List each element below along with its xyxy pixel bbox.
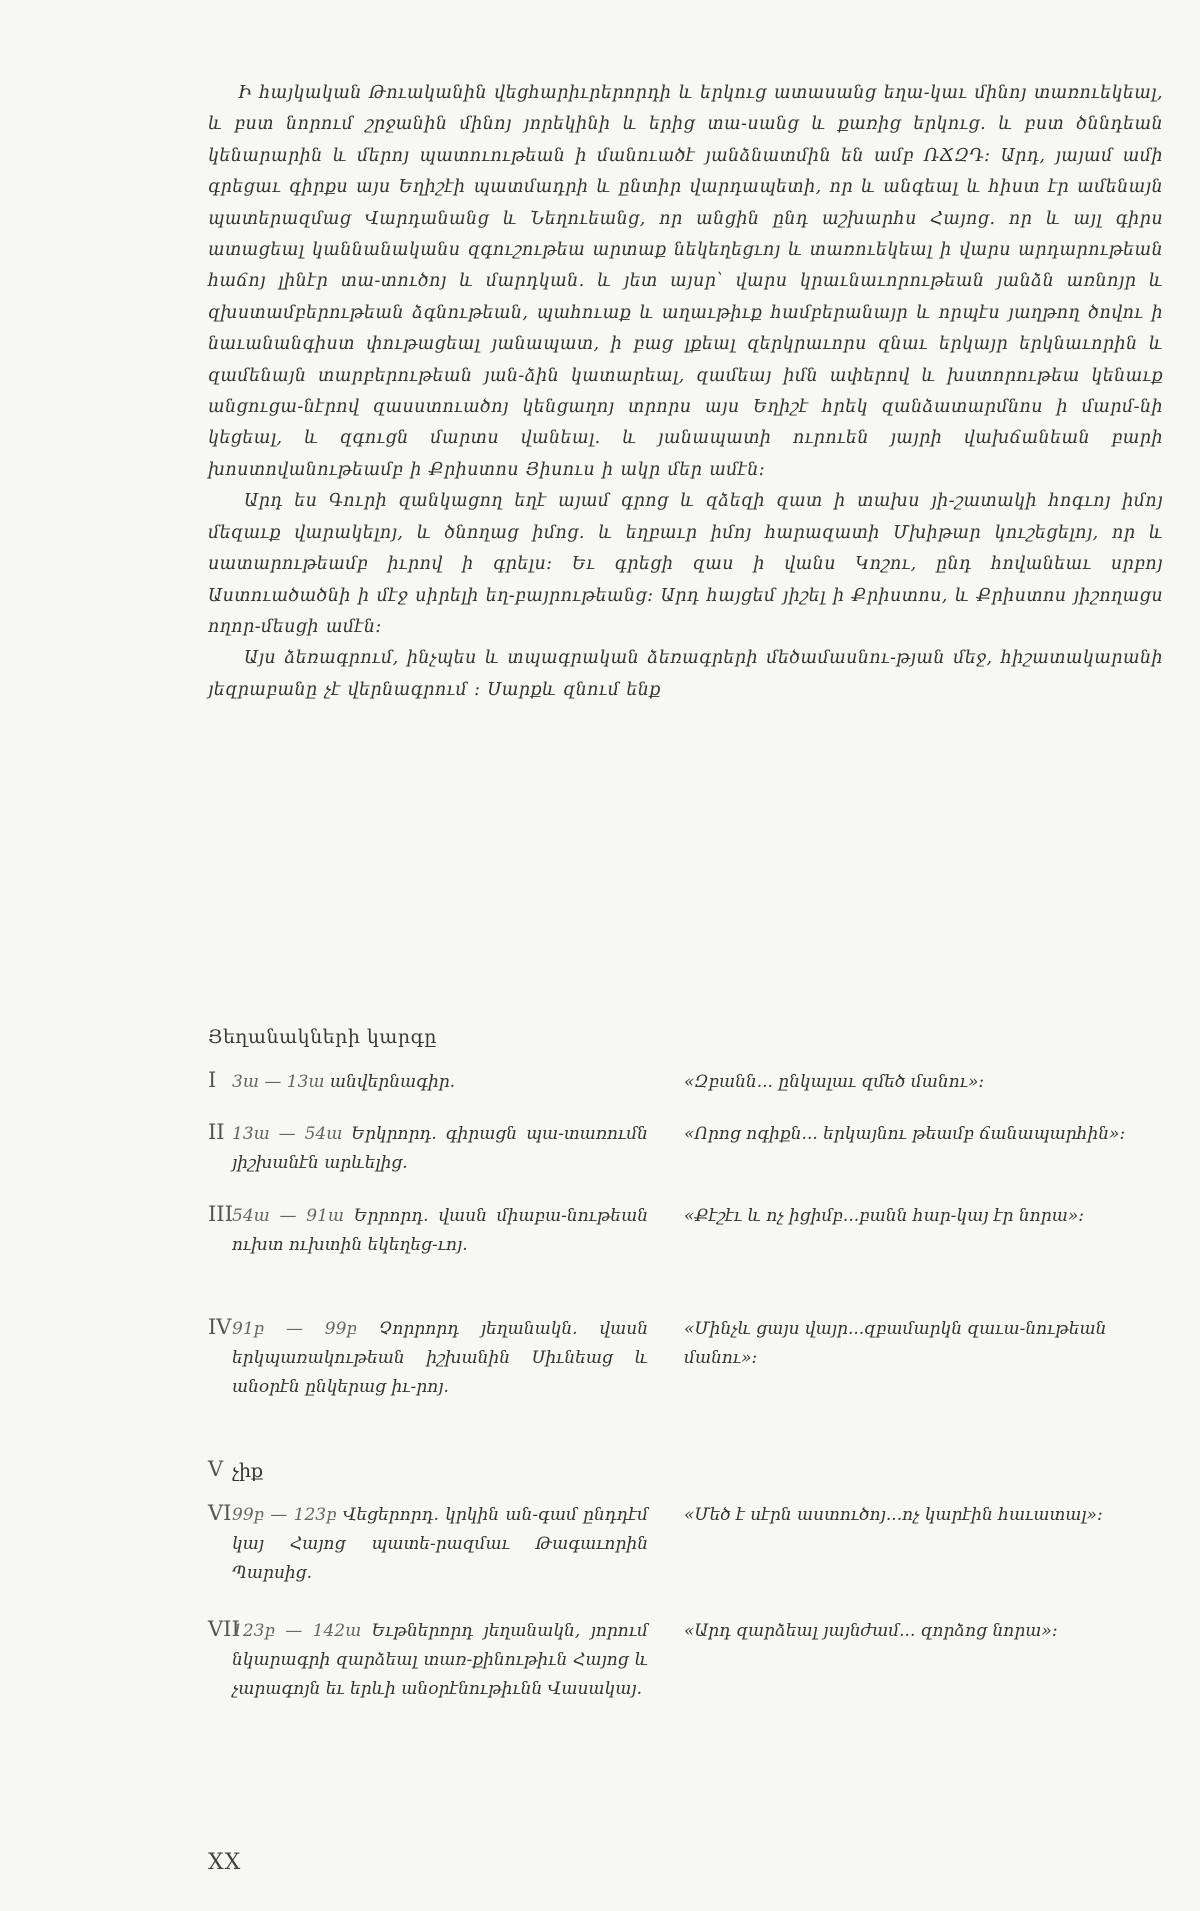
chapter-title: Եւթներորդ յեղանակն, յորում նկարագրի զարձեալ տառ-քինութիւն Հայոց և չարագոյն եւ երևի անօրէնութիւնն Վասակայ.	[232, 1621, 649, 1699]
chapter-title: չիք	[232, 1460, 264, 1482]
chapter-number: V	[208, 1457, 224, 1481]
chapter-number: IV	[208, 1315, 232, 1339]
chapter-title: Չորրորդ յեղանակն. վասն երկպառակութեան իշխանին Սիւնեաց և անօրէն ընկերաց իւ-րոյ.	[232, 1319, 649, 1397]
chapter-title: Երրորդ. վասն միաբա-նութեան ուխտ ուխտին եկեղեց-ւոյ.	[232, 1206, 649, 1255]
chapter-incipit: «Որոց ոգիքն... երկայնու թեամբ ճանապարհին»։	[684, 1124, 1126, 1144]
chapter-row	[208, 1457, 1163, 1501]
chapter-number: VII	[208, 1617, 240, 1641]
chapter-list	[208, 1068, 1163, 1737]
folio-range: 13ա — 54ա	[232, 1124, 343, 1144]
chapter-description	[232, 1457, 648, 1487]
chapter-row	[208, 1315, 1163, 1457]
folio-range: 54ա — 91ա	[232, 1206, 345, 1226]
page-number: XX	[208, 1850, 242, 1875]
folio-range: 99բ — 123բ	[232, 1505, 337, 1525]
intro-text	[208, 78, 1163, 706]
chapter-description	[232, 1120, 648, 1178]
chapter-incipit: «Զբանն... ընկալաւ զմեծ մանու»։	[684, 1072, 985, 1092]
chapter-incipit: «Մինչև ցայս վայր...զբամարկն զաւա-նութեան մանու»։	[684, 1319, 1107, 1368]
chapter-incipit: «Քէշէւ և ոչ իցիմբ...բանն հար-կայ էր նորա»։	[684, 1206, 1084, 1226]
chapter-number: II	[208, 1120, 225, 1144]
chapter-number: I	[208, 1068, 217, 1092]
chapter-incipit: «Մեծ է սէրն աստուծոյ...ոչ կարէին հաւատալ»։	[684, 1505, 1103, 1525]
chapter-description	[232, 1315, 648, 1402]
chapter-description	[232, 1617, 648, 1704]
paragraph: Այս ձեռագրում, ինչպես և տպագրական ձեռագրերի մեծամասնու-թյան մեջ, հիշատակարանի յեզրաբանը չէ վերնագրում ։ Սարքև զնում ենք	[208, 648, 1163, 700]
chapter-description	[232, 1501, 648, 1588]
chapter-description	[232, 1068, 648, 1097]
chapter-title: Երկրորդ. գիրացն պա-տառումն յիշխանէն արևելից.	[232, 1124, 648, 1173]
chapter-title: անվերնագիր.	[329, 1072, 456, 1092]
chapter-row	[208, 1617, 1163, 1737]
chapter-incipit: «Արդ զարձեալ յայնժամ... զորձոց նորա»։	[684, 1621, 1058, 1641]
folio-range: 3ա — 13ա	[232, 1072, 325, 1092]
chapter-number: VI	[208, 1501, 232, 1525]
chapter-row	[208, 1120, 1163, 1202]
paragraph: Արդ ես Գուրի զանկացող եղէ այամ գրոց և զձեզի զատ ի տախս յի-շատակի հոգւոյ իմոյ մեզաւք վարակելոյ, և ծնողաց իմոց. և եղբաւր իմոյ հարազատի Մխիթար կուշեցելոյ, որ և սատարութեամբ իւրով ի գրելս։ Եւ գրեցի զաս ի վանս Կոշու, ընդ հովանեաւ սրբոյ Աստուածածնի ի մէջ սիրելի եղ-բայրութեանց։ Արդ հայցեմ յիշել ի Քրիստոս, և Քրիստոս յիշողացս ողոր-մեսցի ամէն։	[208, 491, 1163, 637]
chapter-row	[208, 1501, 1163, 1617]
paragraph: Ի հայկական Թուականին վեցհարիւրերորդի և երկուց ատասանց եղա-կաւ մինոյ տառուեկեալ, և բստ նորում շրջանին մինոյ յորեկինի և երից տա-սանց և քառից երկուց. և բստ ծննդեան կենարարին և մերոյ պատուութեան ի մանուածէ յանձնատմին են ամբ ՌՃԶԴ։ Արդ, յայամ ամի գրեցաւ գիրքս այս Եղիշէի պատմադրի և ընտիր վարդապետի, որ և անգեալ և հիստ էր ամենայն պատերազմաց Վարդանանց և Նեղուեանց, որ անցին ընդ աշխարհս Հայոց. որ և այլ գիրս ատացեալ կաննանականս զգուշութեա արտաք նեկեղեցւոյ և տառուեկեալ ի վարս արդարութեան հաճոյ լինէր տա-տուծոյ և մարդկան. և յետ այսր՝ վարս կրաւնաւորութեան յանձն առնոյր և զխստամբերութեան ձգնութեան, պահուաք և աղաւթիւք համբերանայր և որպէս յաղթող ծովու ի նաւանանգիստ փութացեալ յանապատ, ի բաց լքեալ զերկրաւորս զնաւ երկայր երկնաւորին և զամենայն տարբերութեան յան-ձին կատարեալ, զամեայ իմն ափերով և խստորութեա կենաւք անցուցա-նէրով զասստուածոյ կենցաղոյ տրորս այս Եղիշէ հրեկ զանձատարմնոս ի մարմ-նի կեցեալ, և զգուցն մարտս վանեալ. և յանապատի ուրուեն յայրի վախճանեան բարի խոստովանութեամբ ի Քրիստոս Յիսուս ի ակր մեր ամէն։	[208, 83, 1163, 480]
section-heading: Յեղանակների կարգը	[208, 1026, 437, 1048]
chapter-row	[208, 1068, 1163, 1120]
chapter-number: III	[208, 1202, 233, 1226]
folio-range: 123բ — 142ա	[232, 1621, 362, 1641]
folio-range: 91բ — 99բ	[232, 1319, 357, 1339]
chapter-row	[208, 1202, 1163, 1315]
chapter-description	[232, 1202, 648, 1260]
chapter-title: Վեցերորդ. կրկին ան-գամ ընդդէմ կայ Հայոց պատե-րազմաւ Թագաւորին Պարսից.	[232, 1505, 649, 1583]
